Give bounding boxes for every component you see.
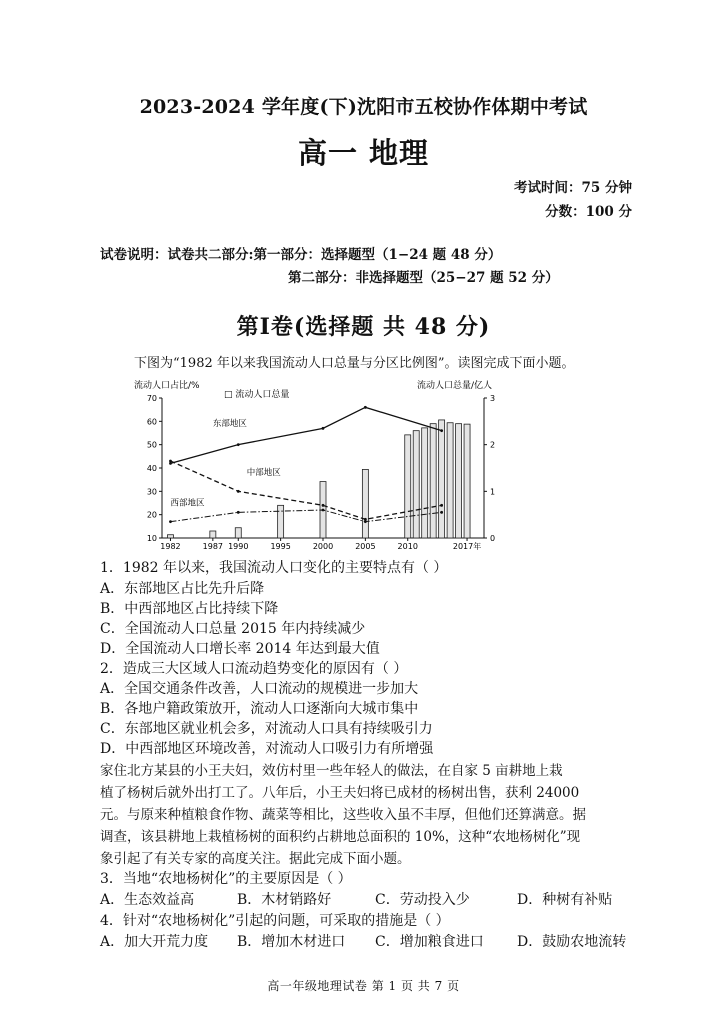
subject-title: 高一 地理 — [297, 136, 430, 170]
bar-total-1990 — [235, 528, 241, 538]
bar-total-2016 — [456, 424, 462, 538]
right-tick-label: 3 — [490, 394, 496, 403]
q4-option-b: B．增加木材进口 — [237, 934, 346, 950]
passage-line-2: 植了杨树后就外出打工了。八年后，小王夫妇将已成材的杨树出售，获利 24000 — [100, 785, 580, 801]
series-line-central — [170, 461, 441, 519]
question-2: 2．造成三大区域人口流动趋势变化的原因有（ ） — [100, 661, 408, 677]
left-tick-label: 30 — [146, 487, 157, 497]
bar-total-1987 — [210, 531, 216, 538]
population-chart — [132, 378, 532, 554]
bar-total-1982 — [167, 535, 173, 538]
passage-line-1: 家住北方某县的小王夫妇，效仿村里一些年轻人的做法，在自家 5 亩耕地上栽 — [100, 763, 563, 779]
series-label-east: 东部地区 — [212, 419, 247, 429]
chart-legend: □ 流动人口总量 — [224, 390, 290, 400]
series-point-west — [322, 509, 325, 512]
series-point-east — [322, 427, 325, 430]
left-tick-label: 40 — [146, 464, 157, 473]
bar-total-2005 — [362, 469, 368, 538]
series-point-central — [237, 490, 240, 493]
series-label-west: 西部地区 — [170, 498, 205, 509]
q4-option-c: C．增加粮食进口 — [375, 934, 484, 950]
exam-time: 考试时间：75 分钟 — [514, 180, 632, 196]
right-tick-label: 1 — [490, 487, 496, 497]
q4-option-d: D．鼓励农地流转 — [517, 934, 627, 950]
q1-option-b: B．中西部地区占比持续下降 — [100, 601, 279, 617]
bar-total-2013 — [430, 424, 436, 538]
x-tick-label: 2010 — [397, 542, 418, 551]
exam-score: 分数：100 分 — [545, 204, 632, 220]
q3-option-b: B．木材销路好 — [237, 892, 332, 908]
q4-option-a: A．加大开荒力度 — [100, 934, 209, 950]
q1-option-a: A．东部地区占比先升后降 — [100, 581, 265, 597]
bar-total-2015 — [447, 423, 453, 538]
q3-option-d: D．种树有补贴 — [517, 892, 613, 908]
series-point-east — [237, 443, 240, 446]
instruction-line-1: 试卷说明：试卷共二部分:第一部分：选择题型（1−24 题 48 分） — [100, 247, 502, 263]
instruction-line-2: 第二部分：非选择题型（25−27 题 52 分） — [288, 270, 559, 286]
series-line-west — [170, 510, 441, 522]
series-line-east — [170, 407, 441, 463]
intro-text: 下图为“1982 年以来我国流动人口总量与分区比例图”。读图完成下面小题。 — [134, 356, 575, 371]
passage-line-4: 调查，该县耕地上栽植杨树的面积约占耕地总面积的 10%，这种“农地杨树化”现 — [100, 829, 581, 845]
right-tick-label: 0 — [490, 534, 496, 543]
left-tick-label: 10 — [146, 534, 157, 543]
q2-option-c: C．东部地区就业机会多，对流动人口具有持续吸引力 — [100, 721, 433, 737]
page-footer: 高一年级地理试卷 第 1 页 共 7 页 — [267, 979, 460, 993]
left-tick-label: 60 — [146, 417, 157, 427]
bar-total-2011 — [413, 431, 419, 538]
series-point-west — [364, 520, 367, 523]
q2-option-d: D．中西部地区环境改善，对流动人口吸引力有所增强 — [100, 741, 434, 757]
passage-line-5: 象引起了有关专家的高度关注。据此完成下面小题。 — [100, 851, 411, 867]
left-tick-label: 50 — [146, 440, 157, 450]
chart-svg — [132, 378, 532, 554]
left-tick-label: 20 — [146, 510, 157, 520]
series-point-central — [440, 504, 443, 507]
question-1: 1．1982 年以来，我国流动人口变化的主要特点有（ ） — [100, 560, 448, 576]
x-tick-label: 1982 — [160, 542, 181, 551]
bar-total-2017 — [464, 424, 470, 538]
bar-total-2014 — [439, 420, 445, 538]
x-tick-label: 1987 — [202, 542, 224, 551]
bar-total-2010 — [405, 435, 411, 538]
section-title: 第Ⅰ卷(选择题 共 48 分) — [236, 314, 491, 340]
right-axis-label: 流动人口总量/亿人 — [417, 381, 493, 391]
right-tick-label: 2 — [490, 440, 496, 450]
q3-option-a: A．生态效益高 — [100, 892, 195, 908]
left-axis-label: 流动人口占比/% — [134, 381, 200, 391]
q2-option-a: A．全国交通条件改善，人口流动的规模进一步加大 — [100, 681, 419, 697]
x-tick-label: 2000 — [312, 542, 334, 551]
bar-total-1995 — [278, 505, 284, 538]
exam-title: 2023-2024 学年度(下)沈阳市五校协作体期中考试 — [139, 96, 588, 118]
question-3: 3．当地“农地杨树化”的主要原因是（ ） — [100, 871, 352, 887]
series-point-west — [169, 520, 172, 523]
left-tick-label: 70 — [146, 394, 157, 403]
x-tick-label: 1995 — [270, 542, 291, 551]
series-label-central: 中部地区 — [246, 468, 281, 478]
q1-option-c: C．全国流动人口总量 2015 年内持续减少 — [100, 621, 366, 637]
q3-option-c: C．劳动投入少 — [375, 892, 470, 908]
series-point-central — [169, 460, 172, 463]
series-point-west — [237, 511, 240, 514]
series-point-central — [322, 504, 325, 507]
x-tick-label: 2005 — [355, 542, 376, 551]
question-4: 4．针对“农地杨树化”引起的问题，可采取的措施是（ ） — [100, 913, 450, 929]
series-point-west — [440, 511, 443, 514]
q1-option-d: D．全国流动人口增长率 2014 年达到最大值 — [100, 641, 380, 657]
series-point-east — [440, 429, 443, 432]
q2-option-b: B．各地户籍政策放开，流动人口逐渐向大城市集中 — [100, 701, 419, 717]
bar-total-2012 — [422, 428, 428, 538]
passage-line-3: 元。与原来种植粮食作物、蔬菜等相比，这些收入虽不丰厚，但他们还算满意。据 — [100, 807, 586, 823]
x-tick-label: 1990 — [228, 542, 249, 551]
series-point-east — [364, 406, 367, 409]
x-tick-label: 2017年 — [452, 542, 482, 551]
